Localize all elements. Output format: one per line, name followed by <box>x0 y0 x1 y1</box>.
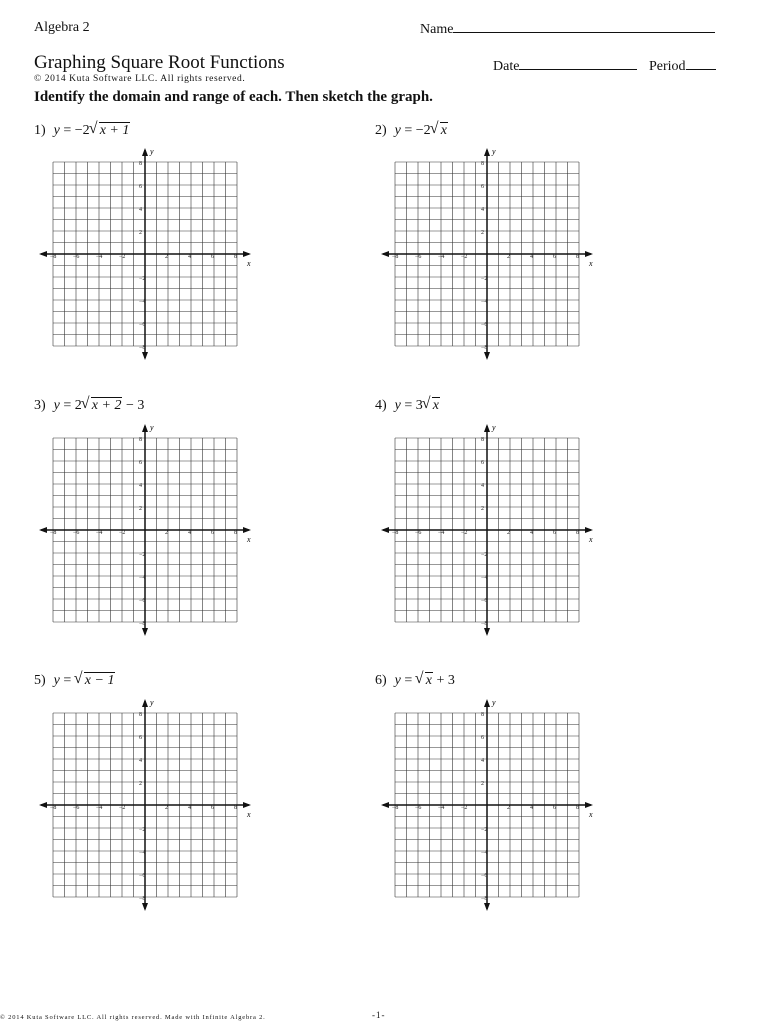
x-tick-label: −6 <box>73 254 80 260</box>
eq-pre: = 2 <box>63 398 82 413</box>
footer-copyright: © 2014 Kuta Software LLC. All rights reserved. Made with Infinite Algebra 2. <box>0 1014 266 1021</box>
date-period-field <box>493 57 716 75</box>
x-tick-label: 8 <box>234 530 237 536</box>
x-tick-label: −2 <box>119 805 126 811</box>
problem-number: 3) <box>34 398 46 413</box>
x-axis-arrow-left <box>381 802 389 808</box>
radicand: x − 1 <box>84 673 115 688</box>
y-axis-arrow-down <box>142 628 148 636</box>
y-tick-label: −8 <box>481 621 488 627</box>
y-axis-label: y <box>150 698 154 707</box>
x-axis-label: x <box>247 535 251 544</box>
eq-pre: = 3 <box>404 398 423 413</box>
y-tick-label: −2 <box>139 827 146 833</box>
problem-5 <box>34 673 115 689</box>
radicand: x <box>432 398 440 413</box>
x-axis-label: x <box>589 535 593 544</box>
y-axis-arrow-down <box>142 352 148 360</box>
problem-number: 4) <box>375 398 387 413</box>
y-axis-label: y <box>150 147 154 156</box>
x-tick-label: −2 <box>119 254 126 260</box>
x-axis-arrow-right <box>243 802 251 808</box>
problem-number: 5) <box>34 673 46 688</box>
x-tick-label: −2 <box>119 530 126 536</box>
copyright-line: © 2014 Kuta Software LLC. All rights reserved. <box>34 74 246 84</box>
name-label: Name <box>420 22 454 37</box>
y-axis-arrow-up <box>484 148 490 156</box>
y-axis-label: y <box>492 423 496 432</box>
var-y: y <box>394 673 401 688</box>
eq-post: − 3 <box>122 398 145 413</box>
name-line <box>453 20 715 33</box>
x-tick-label: 8 <box>576 805 579 811</box>
y-axis-label: y <box>492 147 496 156</box>
eq-pre: = −2 <box>404 123 431 138</box>
x-tick-label: 4 <box>530 805 533 811</box>
problem-2 <box>375 123 448 139</box>
y-tick-label: −8 <box>481 896 488 902</box>
coordinate-grid-1[interactable] <box>38 147 252 365</box>
var-y: y <box>53 673 60 688</box>
x-tick-label: 6 <box>553 805 556 811</box>
problem-3 <box>34 398 144 414</box>
x-tick-label: −4 <box>96 254 103 260</box>
x-tick-label: −2 <box>461 530 468 536</box>
x-tick-label: 6 <box>211 530 214 536</box>
x-tick-label: 2 <box>165 805 168 811</box>
y-axis-arrow-up <box>484 699 490 707</box>
var-y: y <box>394 123 401 138</box>
x-axis-arrow-right <box>585 527 593 533</box>
y-tick-label: −8 <box>139 621 146 627</box>
y-tick-label: 8 <box>481 712 484 718</box>
y-tick-label: −6 <box>139 873 146 879</box>
y-tick-label: −2 <box>481 827 488 833</box>
date-line <box>519 57 637 70</box>
y-tick-label: −8 <box>139 345 146 351</box>
y-axis-arrow-down <box>484 628 490 636</box>
x-tick-label: −4 <box>96 805 103 811</box>
radicand: x <box>440 123 447 138</box>
var-y: y <box>394 398 401 413</box>
radical <box>431 123 448 139</box>
radicand: x <box>425 673 433 688</box>
radical <box>416 673 433 689</box>
x-axis-label: x <box>247 810 251 819</box>
y-tick-label: 8 <box>139 437 142 443</box>
x-tick-label: −2 <box>461 254 468 260</box>
eq-pre: = <box>404 673 416 688</box>
y-tick-label: −6 <box>481 598 488 604</box>
y-tick-label: 6 <box>481 460 484 466</box>
x-tick-label: 2 <box>507 254 510 260</box>
x-tick-label: 4 <box>188 805 191 811</box>
eq-post: + 3 <box>433 673 455 688</box>
x-tick-label: 6 <box>553 254 556 260</box>
y-tick-label: 4 <box>481 207 484 213</box>
x-tick-label: 2 <box>165 254 168 260</box>
x-tick-label: 6 <box>553 530 556 536</box>
y-axis-arrow-down <box>484 352 490 360</box>
eq-pre: = <box>63 673 75 688</box>
coordinate-grid-2[interactable] <box>380 147 594 365</box>
y-tick-label: 2 <box>139 506 142 512</box>
problem-number: 1) <box>34 123 46 138</box>
x-axis-label: x <box>589 810 593 819</box>
x-tick-label: −6 <box>73 530 80 536</box>
problem-1 <box>34 123 130 139</box>
radical <box>82 398 123 414</box>
y-tick-label: −8 <box>481 345 488 351</box>
y-tick-label: 4 <box>139 483 142 489</box>
x-tick-label: 4 <box>530 254 533 260</box>
x-axis-arrow-left <box>381 527 389 533</box>
x-tick-label: 8 <box>576 254 579 260</box>
x-tick-label: −2 <box>461 805 468 811</box>
x-tick-label: 2 <box>507 805 510 811</box>
x-tick-label: 4 <box>188 254 191 260</box>
y-axis-label: y <box>492 698 496 707</box>
problem-number: 6) <box>375 673 387 688</box>
y-tick-label: −6 <box>139 598 146 604</box>
x-tick-label: 2 <box>165 530 168 536</box>
period-line <box>686 57 716 70</box>
y-tick-label: 6 <box>481 735 484 741</box>
y-axis-arrow-down <box>142 903 148 911</box>
y-tick-label: −4 <box>481 850 488 856</box>
x-tick-label: 4 <box>530 530 533 536</box>
radicand: x + 2 <box>91 398 122 413</box>
coordinate-grid-6[interactable] <box>380 698 594 916</box>
name-field <box>420 20 715 38</box>
date-label: Date <box>493 59 520 74</box>
radicand: x + 1 <box>99 123 130 138</box>
y-axis-label: y <box>150 423 154 432</box>
x-tick-label: −6 <box>415 805 422 811</box>
x-axis-arrow-left <box>381 251 389 257</box>
radical <box>90 123 131 139</box>
eq-pre: = −2 <box>63 123 90 138</box>
y-tick-label: 4 <box>481 483 484 489</box>
x-axis-arrow-right <box>585 251 593 257</box>
x-tick-label: 2 <box>507 530 510 536</box>
y-tick-label: 6 <box>139 184 142 190</box>
x-axis-arrow-left <box>39 527 47 533</box>
coordinate-grid-4[interactable] <box>380 423 594 641</box>
x-tick-label: −8 <box>50 805 57 811</box>
y-tick-label: −4 <box>481 575 488 581</box>
y-tick-label: 8 <box>139 712 142 718</box>
y-tick-label: −2 <box>139 552 146 558</box>
x-tick-label: −6 <box>73 805 80 811</box>
problem-number: 2) <box>375 123 387 138</box>
y-tick-label: 8 <box>481 437 484 443</box>
x-axis-label: x <box>589 259 593 268</box>
problem-4 <box>375 398 440 414</box>
y-tick-label: 2 <box>481 781 484 787</box>
x-tick-label: 4 <box>188 530 191 536</box>
x-tick-label: 8 <box>234 805 237 811</box>
x-tick-label: −6 <box>415 254 422 260</box>
y-tick-label: −6 <box>481 873 488 879</box>
y-tick-label: 4 <box>139 207 142 213</box>
instructions: Identify the domain and range of each. Then sketch the graph. <box>34 89 433 105</box>
y-tick-label: 6 <box>139 460 142 466</box>
x-tick-label: −4 <box>438 530 445 536</box>
y-tick-label: 2 <box>139 230 142 236</box>
y-axis-arrow-down <box>484 903 490 911</box>
radical <box>423 398 440 414</box>
var-y: y <box>53 123 60 138</box>
radical <box>75 673 116 689</box>
y-axis-arrow-up <box>142 424 148 432</box>
coordinate-grid-5[interactable] <box>38 698 252 916</box>
y-tick-label: −4 <box>139 575 146 581</box>
x-tick-label: −4 <box>438 254 445 260</box>
y-tick-label: 2 <box>481 506 484 512</box>
x-tick-label: −4 <box>438 805 445 811</box>
period-label: Period <box>648 59 686 74</box>
x-tick-label: 8 <box>576 530 579 536</box>
x-axis-label: x <box>247 259 251 268</box>
y-tick-label: −4 <box>139 850 146 856</box>
x-tick-label: −8 <box>392 254 399 260</box>
y-tick-label: −2 <box>139 276 146 282</box>
x-tick-label: −4 <box>96 530 103 536</box>
x-tick-label: 6 <box>211 805 214 811</box>
y-tick-label: 4 <box>139 758 142 764</box>
y-tick-label: 2 <box>481 230 484 236</box>
y-tick-label: 4 <box>481 758 484 764</box>
x-tick-label: −8 <box>50 254 57 260</box>
x-tick-label: −6 <box>415 530 422 536</box>
course-name: Algebra 2 <box>34 20 90 35</box>
x-axis-arrow-left <box>39 802 47 808</box>
problem-6 <box>375 673 455 689</box>
x-axis-arrow-right <box>243 527 251 533</box>
y-tick-label: −4 <box>139 299 146 305</box>
y-tick-label: −6 <box>481 322 488 328</box>
y-axis-arrow-up <box>484 424 490 432</box>
x-tick-label: −8 <box>50 530 57 536</box>
x-axis-arrow-left <box>39 251 47 257</box>
coordinate-grid-3[interactable] <box>38 423 252 641</box>
y-tick-label: 6 <box>481 184 484 190</box>
page-number: -1- <box>372 1010 386 1020</box>
y-tick-label: 6 <box>139 735 142 741</box>
x-tick-label: 6 <box>211 254 214 260</box>
y-axis-arrow-up <box>142 148 148 156</box>
y-tick-label: 2 <box>139 781 142 787</box>
x-tick-label: −8 <box>392 805 399 811</box>
x-axis-arrow-right <box>243 251 251 257</box>
y-tick-label: −2 <box>481 552 488 558</box>
y-tick-label: −4 <box>481 299 488 305</box>
y-tick-label: 8 <box>481 161 484 167</box>
y-tick-label: −2 <box>481 276 488 282</box>
var-y: y <box>53 398 60 413</box>
worksheet-title: Graphing Square Root Functions <box>34 52 285 73</box>
y-tick-label: −8 <box>139 896 146 902</box>
y-tick-label: −6 <box>139 322 146 328</box>
x-tick-label: −8 <box>392 530 399 536</box>
y-axis-arrow-up <box>142 699 148 707</box>
x-axis-arrow-right <box>585 802 593 808</box>
y-tick-label: 8 <box>139 161 142 167</box>
x-tick-label: 8 <box>234 254 237 260</box>
